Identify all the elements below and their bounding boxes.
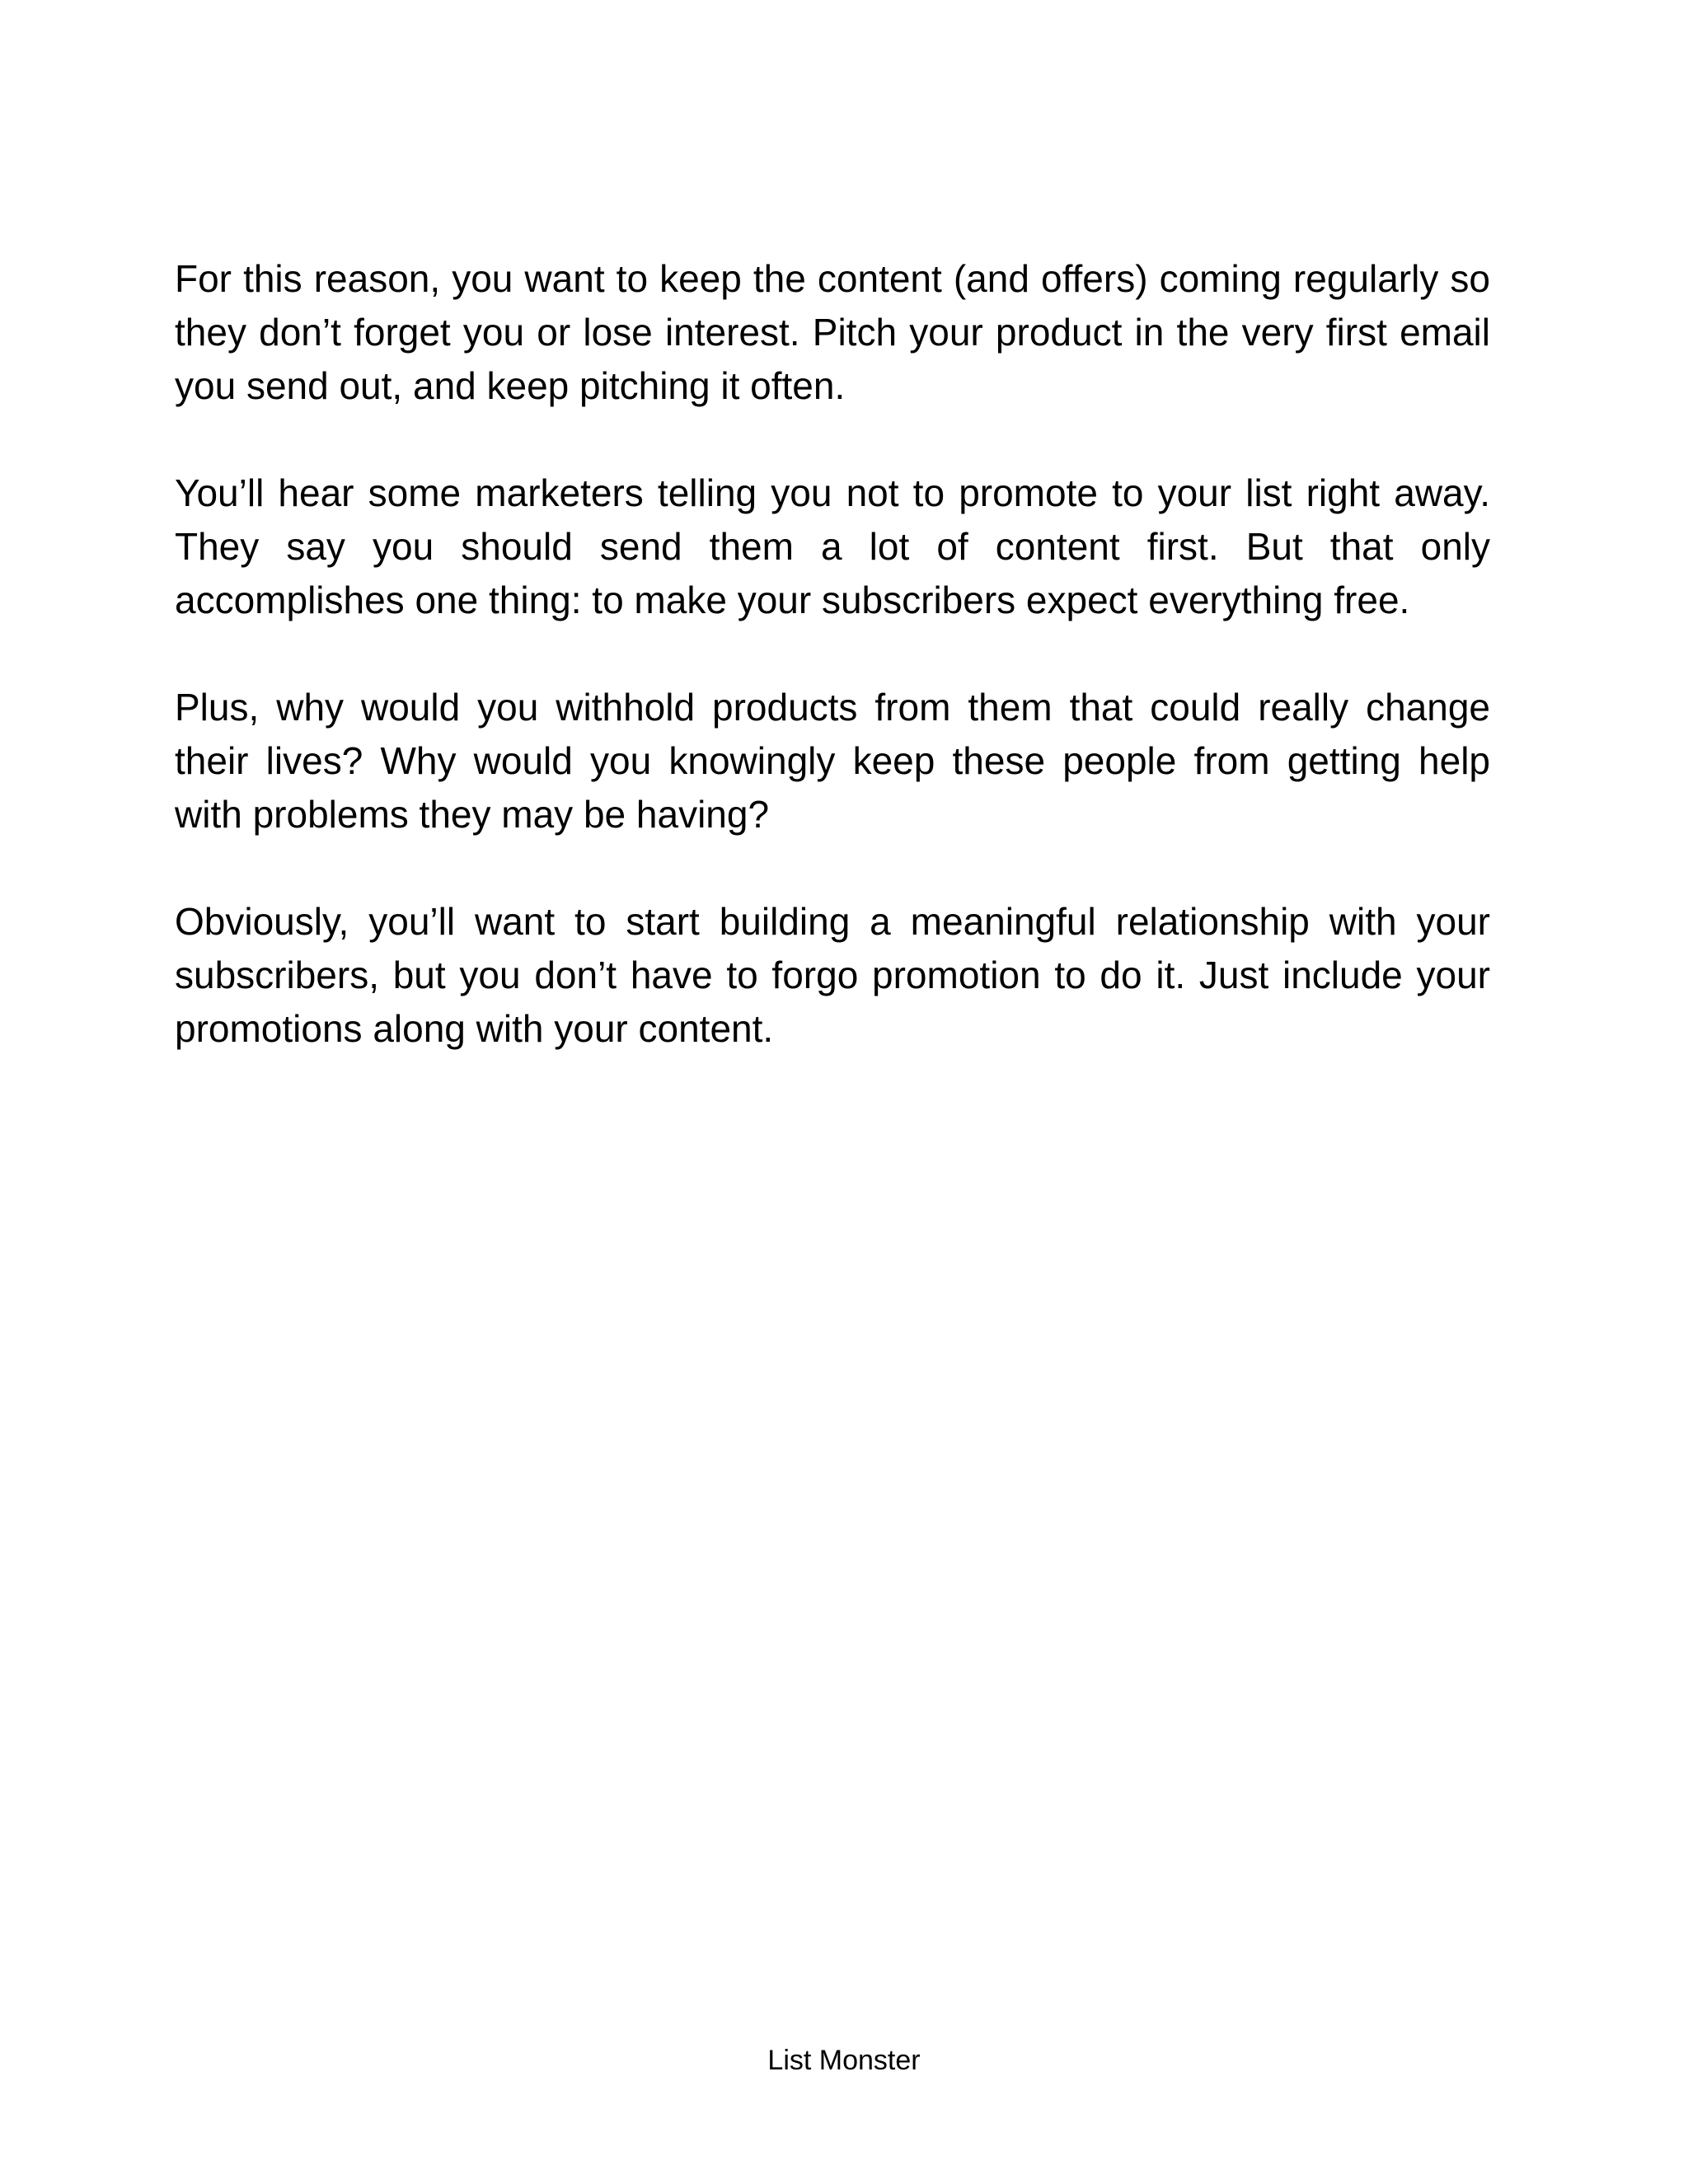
paragraph-2: You’ll hear some marketers telling you not to promote to your list right away. They say you should send them a lot of content first. But that only accomplishes one thing: to make your subscribers expect everything free. — [175, 471, 1490, 621]
page-footer: List Monster — [767, 2045, 921, 2076]
paragraph-3: Plus, why would you withhold products from them that could really change their lives? Why would you knowingly keep these people from getting help with problems they may be having? — [175, 686, 1490, 836]
paragraph-1: For this reason, you want to keep the content (and offers) coming regularly so they don’t forget you or lose interest. Pitch your product in the very first email you send out, and keep pitching it often. — [175, 257, 1490, 407]
paragraph-4: Obviously, you’ll want to start building a meaningful relationship with your subscribers, but you don’t have to forgo promotion to do it. Just include your promotions along with your content. — [175, 900, 1490, 1050]
body-text — [175, 252, 1490, 1109]
